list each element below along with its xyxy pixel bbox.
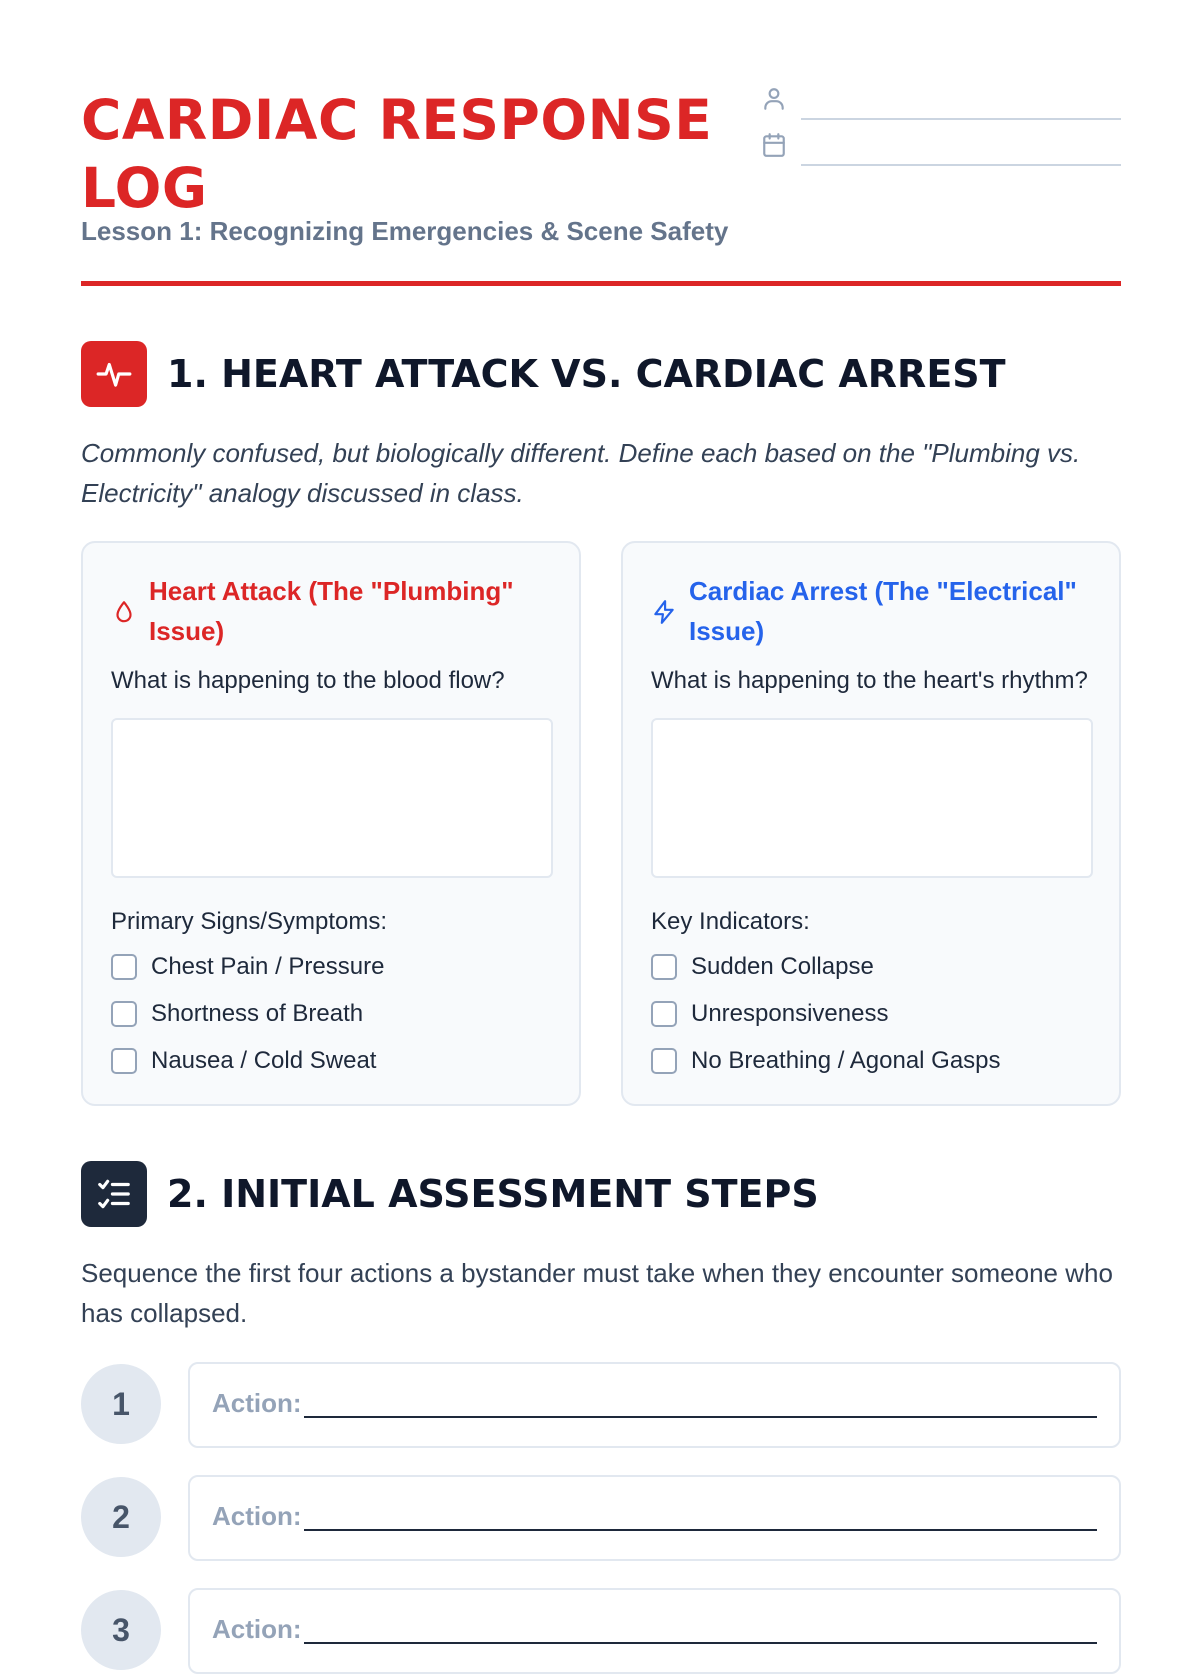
page-title: CARDIAC RESPONSE LOG xyxy=(81,88,713,220)
signs-label: Primary Signs/Symptoms: xyxy=(111,908,388,935)
assessment-step xyxy=(81,1362,1121,1448)
checklist-label: Shortness of Breath xyxy=(151,1000,364,1027)
blood-flow-question: What is happening to the blood flow? xyxy=(111,667,505,694)
checkbox[interactable] xyxy=(651,1001,677,1027)
checklist-label: Sudden Collapse xyxy=(691,953,874,980)
checklist-item[interactable] xyxy=(111,952,384,982)
rhythm-answer-box[interactable] xyxy=(651,718,1093,878)
assessment-step xyxy=(81,1475,1121,1561)
step-number: 2 xyxy=(81,1477,161,1557)
calendar-icon xyxy=(761,132,787,158)
section1-intro: Commonly confused, but biologically different. Define each based on the "Plumbing vs. Electricity" analogy discussed in class. xyxy=(81,438,1081,508)
answer-line[interactable] xyxy=(304,1416,1097,1418)
worksheet-page xyxy=(81,0,1121,1648)
checkbox[interactable] xyxy=(111,954,137,980)
checklist-item[interactable] xyxy=(111,999,363,1029)
step-label: Action: xyxy=(212,1614,302,1644)
name-line[interactable] xyxy=(801,118,1121,120)
cardiac-arrest-card xyxy=(621,541,1121,1106)
heart-pulse-icon xyxy=(81,341,147,407)
heart-attack-card xyxy=(81,541,581,1106)
checkbox[interactable] xyxy=(651,954,677,980)
droplet-icon xyxy=(111,599,137,625)
section1-title: 1. HEART ATTACK VS. CARDIAC ARREST xyxy=(167,352,1006,396)
checklist-item[interactable] xyxy=(651,999,888,1029)
checklist-label: Chest Pain / Pressure xyxy=(151,953,385,980)
step-action-field[interactable] xyxy=(188,1588,1121,1674)
answer-line[interactable] xyxy=(304,1642,1097,1644)
name-field[interactable] xyxy=(761,80,1121,120)
checklist-item[interactable] xyxy=(111,1046,376,1076)
checkbox[interactable] xyxy=(111,1048,137,1074)
answer-line[interactable] xyxy=(304,1529,1097,1531)
step-action-field[interactable] xyxy=(188,1475,1121,1561)
blood-flow-answer-box[interactable] xyxy=(111,718,553,878)
checklist-item[interactable] xyxy=(651,1046,1001,1076)
checkbox[interactable] xyxy=(111,1001,137,1027)
page-subtitle: Lesson 1: Recognizing Emergencies & Scene Safety xyxy=(81,216,729,246)
section2-title: 2. INITIAL ASSESSMENT STEPS xyxy=(167,1172,819,1216)
checklist-label: Nausea / Cold Sweat xyxy=(151,1047,377,1074)
checklist-label: Unresponsiveness xyxy=(691,1000,889,1027)
date-line[interactable] xyxy=(801,164,1121,166)
checklist-item[interactable] xyxy=(651,952,874,982)
cardiac-arrest-title: Cardiac Arrest (The "Electrical" Issue) xyxy=(689,576,1077,646)
user-icon xyxy=(761,86,787,112)
step-label: Action: xyxy=(212,1388,302,1418)
section2-heading xyxy=(81,1161,1121,1227)
assessment-step xyxy=(81,1588,1121,1674)
section1-heading xyxy=(81,341,1121,407)
section2-intro: Sequence the first four actions a bystander must take when they encounter someone who has collapsed. xyxy=(81,1258,1113,1328)
rhythm-question: What is happening to the heart's rhythm? xyxy=(651,667,1088,694)
indicators-label: Key Indicators: xyxy=(651,908,810,935)
worksheet-header xyxy=(81,80,1121,286)
step-number: 3 xyxy=(81,1590,161,1670)
lightning-bolt-icon xyxy=(651,599,677,625)
heart-attack-title: Heart Attack (The "Plumbing" Issue) xyxy=(149,576,514,646)
step-number: 1 xyxy=(81,1364,161,1444)
checklist-label: No Breathing / Agonal Gasps xyxy=(691,1047,1001,1074)
date-field[interactable] xyxy=(761,126,1121,166)
checkbox[interactable] xyxy=(651,1048,677,1074)
step-label: Action: xyxy=(212,1501,302,1531)
checklist-icon xyxy=(81,1161,147,1227)
step-action-field[interactable] xyxy=(188,1362,1121,1448)
